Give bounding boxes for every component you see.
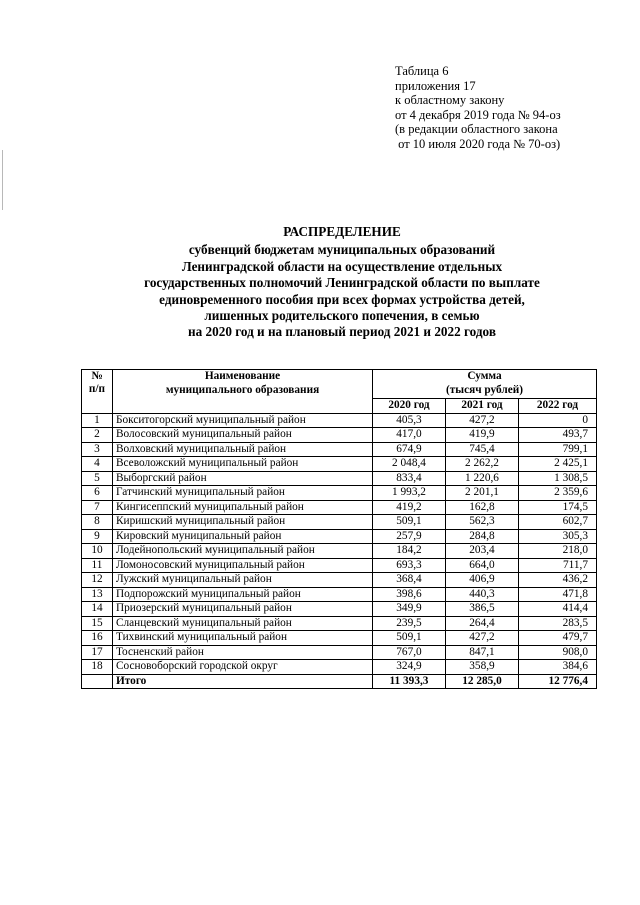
appendix-reference (395, 64, 561, 151)
row-value-2020: 509,1 (373, 631, 446, 646)
table-row (82, 428, 597, 443)
row-value-2020: 239,5 (373, 616, 446, 631)
header-line: (в редакции областного закона (395, 122, 558, 136)
title-line: государственных полномочий Ленинградской области по выплате (144, 275, 540, 291)
row-municipality: Сланцевский муниципальный район (113, 616, 373, 631)
row-value-2021: 419,9 (446, 428, 519, 443)
title-line: лишенных родительского попечения, в семью (204, 308, 480, 324)
row-municipality: Волховский муниципальный район (113, 442, 373, 457)
header-number (82, 370, 113, 414)
row-number: 12 (82, 573, 113, 588)
header-number-line2: п/п (88, 383, 106, 395)
title-line: Ленинградской области на осуществление отдельных (181, 258, 503, 274)
table-row (82, 413, 597, 428)
row-municipality: Киришский муниципальный район (113, 515, 373, 530)
row-value-2021: 406,9 (446, 573, 519, 588)
row-value-2021: 386,5 (446, 602, 519, 617)
total-value-2021: 12 285,0 (446, 674, 519, 689)
row-value-2020: 2 048,4 (373, 457, 446, 472)
row-value-2020: 767,0 (373, 645, 446, 660)
row-value-2021: 440,3 (446, 587, 519, 602)
header-number-line1: № (91, 370, 103, 382)
row-municipality: Лодейнопольский муниципальный район (113, 544, 373, 559)
header-sum-line1: Сумма (467, 370, 502, 382)
row-value-2021: 745,4 (446, 442, 519, 457)
table-row (82, 558, 597, 573)
row-value-2021: 2 201,1 (446, 486, 519, 501)
row-number: 5 (82, 471, 113, 486)
row-value-2021: 162,8 (446, 500, 519, 515)
header-year-2021: 2021 год (446, 399, 519, 414)
row-municipality: Гатчинский муниципальный район (113, 486, 373, 501)
total-value-2022: 12 776,4 (519, 674, 597, 689)
total-value-2020: 11 393,3 (373, 674, 446, 689)
row-value-2020: 349,9 (373, 602, 446, 617)
header-sum (373, 370, 597, 399)
header-line: Таблица 6 (395, 64, 449, 78)
row-municipality: Ломоносовский муниципальный район (113, 558, 373, 573)
row-number: 1 (82, 413, 113, 428)
row-municipality: Тихвинский муниципальный район (113, 631, 373, 646)
row-value-2022: 799,1 (519, 442, 597, 457)
table-row (82, 486, 597, 501)
row-municipality: Кингисеппский муниципальный район (113, 500, 373, 515)
row-value-2020: 674,9 (373, 442, 446, 457)
table-row (82, 442, 597, 457)
row-value-2022: 711,7 (519, 558, 597, 573)
row-municipality: Тосненский район (113, 645, 373, 660)
row-value-2020: 257,9 (373, 529, 446, 544)
header-year-2022: 2022 год (519, 399, 597, 414)
title-line: единовременного пособия при всех формах устройства детей, (159, 291, 525, 307)
table-row (82, 544, 597, 559)
row-number: 7 (82, 500, 113, 515)
row-value-2020: 833,4 (373, 471, 446, 486)
row-value-2022: 0 (519, 413, 597, 428)
row-municipality: Всеволожский муниципальный район (113, 457, 373, 472)
header-name (113, 370, 373, 414)
row-value-2020: 419,2 (373, 500, 446, 515)
row-value-2020: 509,1 (373, 515, 446, 530)
row-value-2022: 414,4 (519, 602, 597, 617)
table-row (82, 573, 597, 588)
row-number: 17 (82, 645, 113, 660)
row-value-2021: 358,9 (446, 660, 519, 675)
row-number: 11 (82, 558, 113, 573)
row-value-2021: 1 220,6 (446, 471, 519, 486)
row-value-2022: 384,6 (519, 660, 597, 675)
row-value-2021: 203,4 (446, 544, 519, 559)
total-row-number (82, 674, 113, 689)
row-municipality: Бокситогорский муниципальный район (113, 413, 373, 428)
row-value-2022: 479,7 (519, 631, 597, 646)
row-municipality: Сосновоборский городской округ (113, 660, 373, 675)
row-value-2021: 664,0 (446, 558, 519, 573)
row-number: 8 (82, 515, 113, 530)
header-name-line1: Наименование (204, 370, 281, 382)
row-value-2020: 184,2 (373, 544, 446, 559)
row-number: 13 (82, 587, 113, 602)
row-value-2021: 264,4 (446, 616, 519, 631)
row-municipality: Приозерский муниципальный район (113, 602, 373, 617)
table-row (82, 457, 597, 472)
header-line: от 4 декабря 2019 года № 94-оз (395, 107, 561, 122)
row-value-2020: 1 993,2 (373, 486, 446, 501)
row-value-2022: 283,5 (519, 616, 597, 631)
title-line: на 2020 год и на плановый период 2021 и 2022 годов (188, 324, 496, 340)
row-value-2022: 908,0 (519, 645, 597, 660)
row-value-2022: 174,5 (519, 500, 597, 515)
header-year-2020: 2020 год (373, 399, 446, 414)
table-row (82, 587, 597, 602)
row-value-2022: 2 425,1 (519, 457, 597, 472)
row-number: 2 (82, 428, 113, 443)
header-line: от 10 июля 2020 года № 70-оз) (395, 136, 561, 151)
row-value-2022: 218,0 (519, 544, 597, 559)
row-municipality: Волосовский муниципальный район (113, 428, 373, 443)
row-municipality: Выборгский район (113, 471, 373, 486)
table-row (82, 515, 597, 530)
row-number: 3 (82, 442, 113, 457)
total-row (82, 674, 597, 689)
row-value-2022: 602,7 (519, 515, 597, 530)
row-number: 10 (82, 544, 113, 559)
row-number: 6 (82, 486, 113, 501)
row-value-2022: 471,8 (519, 587, 597, 602)
table-row (82, 631, 597, 646)
scan-margin-line (2, 150, 3, 210)
header-name-line2: муниципального образования (165, 383, 320, 396)
table-row (82, 616, 597, 631)
table-row (82, 500, 597, 515)
row-number: 16 (82, 631, 113, 646)
row-municipality: Кировский муниципальный район (113, 529, 373, 544)
header-line: приложения 17 (395, 78, 476, 93)
table-row (82, 660, 597, 675)
row-value-2022: 305,3 (519, 529, 597, 544)
title-line: субвенций бюджетам муниципальных образований (188, 242, 496, 258)
row-value-2021: 2 262,2 (446, 457, 519, 472)
row-number: 14 (82, 602, 113, 617)
row-value-2021: 284,8 (446, 529, 519, 544)
table-row (82, 645, 597, 660)
row-value-2021: 562,3 (446, 515, 519, 530)
row-value-2021: 847,1 (446, 645, 519, 660)
row-value-2022: 493,7 (519, 428, 597, 443)
table-row (82, 471, 597, 486)
subsidy-distribution-table (81, 369, 597, 689)
table-row (82, 529, 597, 544)
row-municipality: Подпорожский муниципальный район (113, 587, 373, 602)
row-value-2020: 405,3 (373, 413, 446, 428)
row-number: 4 (82, 457, 113, 472)
row-value-2020: 324,9 (373, 660, 446, 675)
row-value-2022: 436,2 (519, 573, 597, 588)
total-label: Итого (113, 674, 373, 689)
row-value-2021: 427,2 (446, 631, 519, 646)
row-value-2020: 368,4 (373, 573, 446, 588)
header-sum-line2: (тысяч рублей) (445, 383, 524, 396)
row-value-2020: 417,0 (373, 428, 446, 443)
row-value-2020: 398,6 (373, 587, 446, 602)
header-line: к областному закону (395, 93, 505, 107)
row-value-2022: 1 308,5 (519, 471, 597, 486)
table-row (82, 602, 597, 617)
row-municipality: Лужский муниципальный район (113, 573, 373, 588)
title-heading: РАСПРЕДЕЛЕНИЕ (283, 224, 401, 239)
row-value-2021: 427,2 (446, 413, 519, 428)
row-value-2022: 2 359,6 (519, 486, 597, 501)
row-number: 15 (82, 616, 113, 631)
row-value-2020: 693,3 (373, 558, 446, 573)
row-number: 18 (82, 660, 113, 675)
row-number: 9 (82, 529, 113, 544)
document-title (60, 224, 624, 341)
